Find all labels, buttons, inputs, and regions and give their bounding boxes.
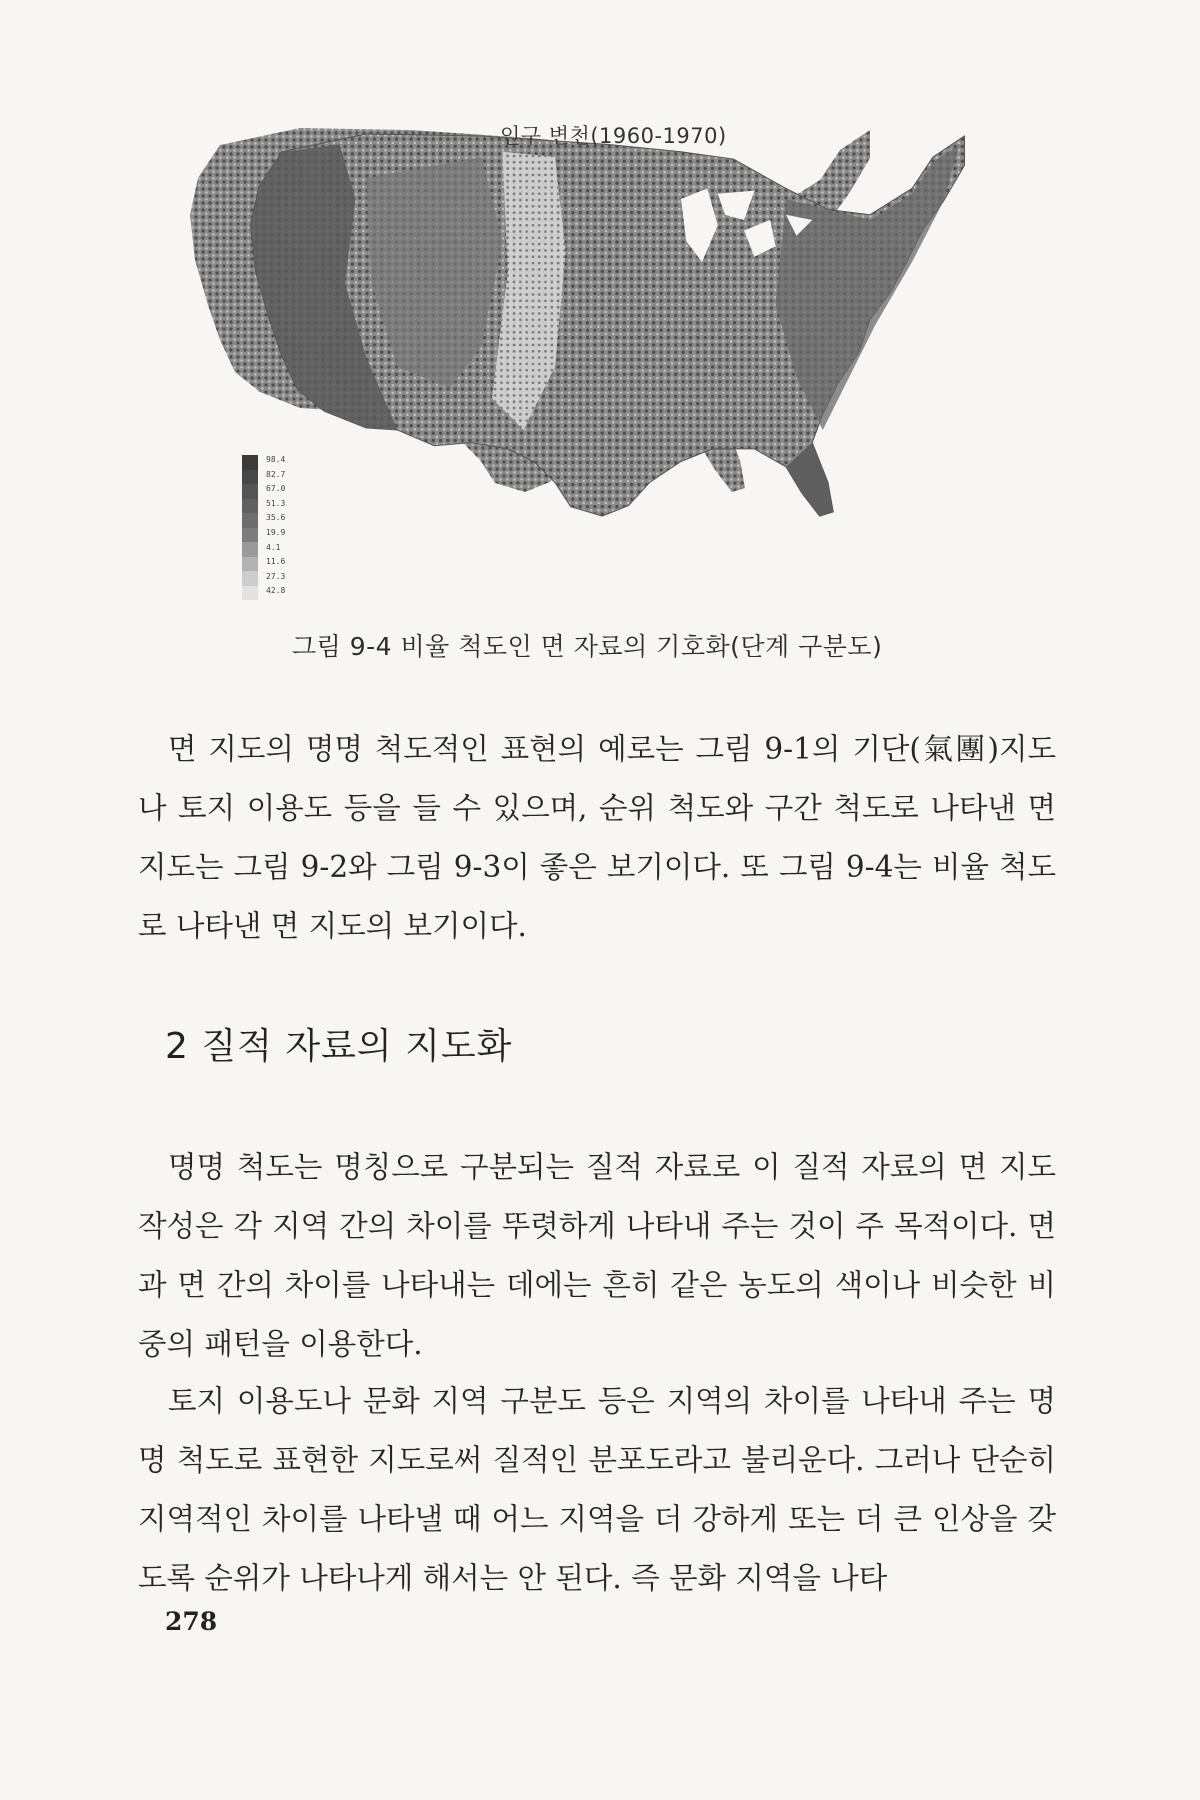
page-number: 278 [165,1607,218,1636]
legend-label: 82.7 [266,469,286,479]
section-heading: 2 질적 자료의 지도화 [165,1026,513,1067]
legend-label: 98.4 [266,455,286,464]
legend-swatch [242,470,258,485]
legend-label: 27.3 [266,571,286,581]
legend-label: 19.9 [266,527,286,537]
legend-swatch [242,557,258,572]
map-title: 인구 변천(1960-1970) [500,124,727,148]
legend-swatch [242,586,258,601]
legend-label: 51.3 [266,498,286,508]
legend-color-bar [242,455,258,600]
legend-swatch [242,571,258,586]
legend-label: 4.1 [266,542,281,552]
paragraph: 면 지도의 명명 척도적인 표현의 예로는 그림 9-1의 기단(氣團)지도나 토지 이용도 등을 들 수 있으며, 순위 척도와 구간 척도로 나타낸 면지도는 그림 9-2와 그림 9-3이 좋은 보기이다. 또 그림 9-4는 비율 척도로 나타낸 면 지도의 보기이다. [138,732,1056,943]
legend-labels [266,453,316,599]
legend-label: 67.0 [266,484,286,494]
figure-9-4 [180,110,1020,630]
legend-label: 42.8 [266,586,286,596]
figure-caption: 그림 9-4 비율 척도인 면 자료의 기호화(단계 구분도) [292,632,883,661]
legend-swatch [242,484,258,499]
legend-label: 11.6 [266,557,286,567]
legend-swatch [242,499,258,514]
legend-swatch [242,513,258,528]
paragraph: 토지 이용도나 문화 지역 구분도 등은 지역의 차이를 나타내 주는 명명 척도로 표현한 지도로써 질적인 분포도라고 불리운다. 그러나 단순히 지역적인 차이를 나타낼 때 어느 지역을 더 강하게 또는 더 큰 인상을 갖도록 순위가 나타나게 해서는 안 된다. 즉 문화 지역을 나타 [138,1384,1056,1595]
paragraph: 명명 척도는 명칭으로 구분되는 질적 자료로 이 질적 자료의 면 지도 작성은 각 지역 간의 차이를 뚜렷하게 나타내 주는 것이 주 목적이다. 면과 면 간의 차이를 나타내는 데에는 흔히 같은 농도의 색이나 비슷한 비중의 패턴을 이용한다. [138,1150,1056,1361]
legend-label: 35.6 [266,513,286,523]
legend-swatch [242,528,258,543]
map-legend [242,455,322,615]
legend-swatch [242,542,258,557]
legend-swatch [242,455,258,470]
